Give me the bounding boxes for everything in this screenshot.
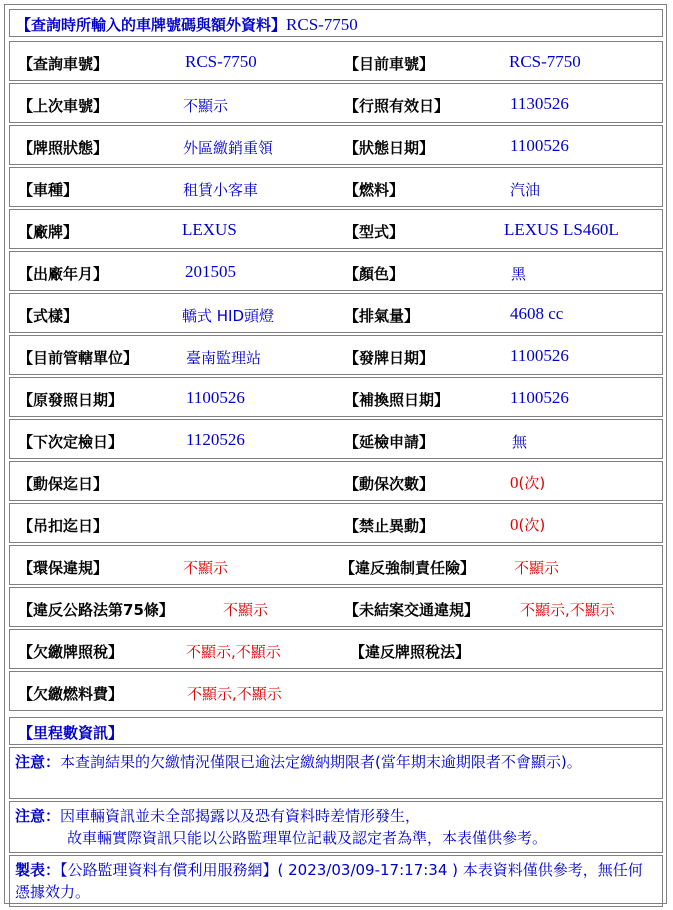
- value-brand: LEXUS: [182, 220, 237, 239]
- label-open-traffic-violation: 【未結案交通違規】: [344, 601, 480, 619]
- label-plate-status: 【牌照狀態】: [18, 139, 109, 157]
- value-next-inspection: 1120526: [186, 430, 245, 449]
- label-brand: 【廠牌】: [18, 223, 79, 241]
- label-next-inspection: 【下次定檢日】: [18, 433, 124, 451]
- value-highway-law: 不顯示: [223, 601, 269, 619]
- value-jurisdiction: 臺南監理站: [186, 349, 262, 367]
- header-plate: RCS-7750: [286, 15, 358, 34]
- row-plate: [9, 41, 663, 81]
- value-previous-plate: 不顯示: [183, 97, 229, 115]
- label-unpaid-fuel-fee: 【欠繳燃料費】: [18, 685, 124, 703]
- row-fuel-fee: [9, 671, 663, 711]
- value-issue-date: 1100526: [510, 346, 569, 365]
- mileage-section: [9, 717, 663, 745]
- label-insurance-violation: 【違反強制責任險】: [340, 559, 476, 577]
- label-vehicle-type: 【車種】: [18, 181, 79, 199]
- value-open-traffic-violation: 不顯示,不顯示: [520, 601, 615, 619]
- note-unpaid-text: 注意：本查詢結果的欠繳情況僅限已逾法定繳納期限者(當年期末逾期限者不會顯示)。: [15, 753, 582, 771]
- row-brand: [9, 209, 663, 249]
- label-environment-violation: 【環保違規】: [18, 559, 109, 577]
- label-jurisdiction: 【目前管轄單位】: [18, 349, 139, 367]
- value-color: 黑: [511, 265, 527, 283]
- row-next-inspection: [9, 419, 663, 459]
- note-label: 注意：: [15, 753, 61, 771]
- label-original-issue: 【原發照日期】: [18, 391, 124, 409]
- label-security-end: 【動保迄日】: [18, 475, 109, 493]
- value-security-count: 0(次): [510, 473, 546, 492]
- label-license-tax-violation: 【違反牌照稅法】: [350, 643, 471, 661]
- label-transfer-ban: 【禁止異動】: [344, 517, 435, 535]
- value-current-plate: RCS-7750: [509, 52, 581, 71]
- label-body-style: 【式樣】: [18, 307, 79, 325]
- value-inspection-delay: 無: [512, 433, 528, 451]
- value-status-date: 1100526: [510, 136, 569, 155]
- label-suspension-end: 【吊扣迄日】: [18, 517, 109, 535]
- report-frame: [4, 4, 667, 904]
- value-manufacture-date: 201505: [185, 262, 236, 281]
- note-disclosure-text: 注意：因車輛資訊並未全部揭露以及恐有資料時差情形發生， 故車輛實際資訊只能以公路監理單位記載及認定者為準，本表僅供參考。: [15, 807, 548, 847]
- value-original-issue: 1100526: [186, 388, 245, 407]
- value-unpaid-license-tax: 不顯示,不顯示: [186, 643, 281, 661]
- row-plate-status: [9, 125, 663, 165]
- row-original-issue: [9, 377, 663, 417]
- label-reissue-date: 【補換照日期】: [344, 391, 450, 409]
- value-insurance-violation: 不顯示: [514, 559, 560, 577]
- row-body-style: [9, 293, 663, 333]
- label-status-date: 【狀態日期】: [344, 139, 435, 157]
- label-license-valid: 【行照有效日】: [344, 97, 450, 115]
- row-jurisdiction: [9, 335, 663, 375]
- label-previous-plate: 【上次車號】: [18, 97, 109, 115]
- row-manufacture-date: [9, 251, 663, 291]
- value-query-plate: RCS-7750: [185, 52, 257, 71]
- mileage-title: 【里程數資訊】: [18, 724, 124, 742]
- header-title: 【查詢時所輸入的車牌號碼與額外資料】RCS-7750: [16, 15, 358, 34]
- value-environment-violation: 不顯示: [183, 559, 229, 577]
- row-vehicle-type: [9, 167, 663, 207]
- value-body-style: 轎式 HID頭燈: [182, 307, 275, 325]
- row-security-date: [9, 461, 663, 501]
- value-reissue-date: 1100526: [510, 388, 569, 407]
- label-unpaid-license-tax: 【欠繳牌照稅】: [18, 643, 124, 661]
- row-highway-law: [9, 587, 663, 627]
- value-vehicle-type: 租賃小客車: [183, 181, 259, 199]
- label-model: 【型式】: [344, 223, 405, 241]
- note-producer-text: 製表：【公路監理資料有償利用服務網】( 2023/03/09-17:17:34 ) 本表資料僅供參考，無任何憑據效力。: [15, 861, 643, 901]
- row-license-tax: [9, 629, 663, 669]
- label-displacement: 【排氣量】: [344, 307, 420, 325]
- query-header: [9, 9, 663, 37]
- label-inspection-delay: 【延檢申請】: [344, 433, 435, 451]
- value-fuel: 汽油: [510, 181, 541, 199]
- value-model: LEXUS LS460L: [504, 220, 619, 239]
- label-fuel: 【燃料】: [344, 181, 405, 199]
- value-plate-status: 外區繳銷重領: [183, 139, 274, 157]
- note-unpaid: [9, 747, 663, 799]
- label-highway-law: 【違反公路法第75條】: [18, 601, 174, 619]
- label-issue-date: 【發牌日期】: [344, 349, 435, 367]
- note-producer: [9, 855, 663, 907]
- value-transfer-ban: 0(次): [510, 515, 546, 534]
- label-manufacture-date: 【出廠年月】: [18, 265, 109, 283]
- label-security-count: 【動保次數】: [344, 475, 435, 493]
- label-color: 【顏色】: [344, 265, 405, 283]
- note-disclosure: [9, 801, 663, 853]
- label-query-plate: 【查詢車號】: [18, 55, 109, 73]
- value-license-valid: 1130526: [510, 94, 569, 113]
- note-label: 注意：: [15, 807, 61, 825]
- label-current-plate: 【目前車號】: [344, 55, 435, 73]
- value-displacement: 4608 cc: [510, 304, 564, 323]
- producer-label: 製表：: [15, 861, 61, 879]
- row-previous-plate: [9, 83, 663, 123]
- row-environment: [9, 545, 663, 585]
- value-unpaid-fuel-fee: 不顯示,不顯示: [187, 685, 282, 703]
- row-suspension: [9, 503, 663, 543]
